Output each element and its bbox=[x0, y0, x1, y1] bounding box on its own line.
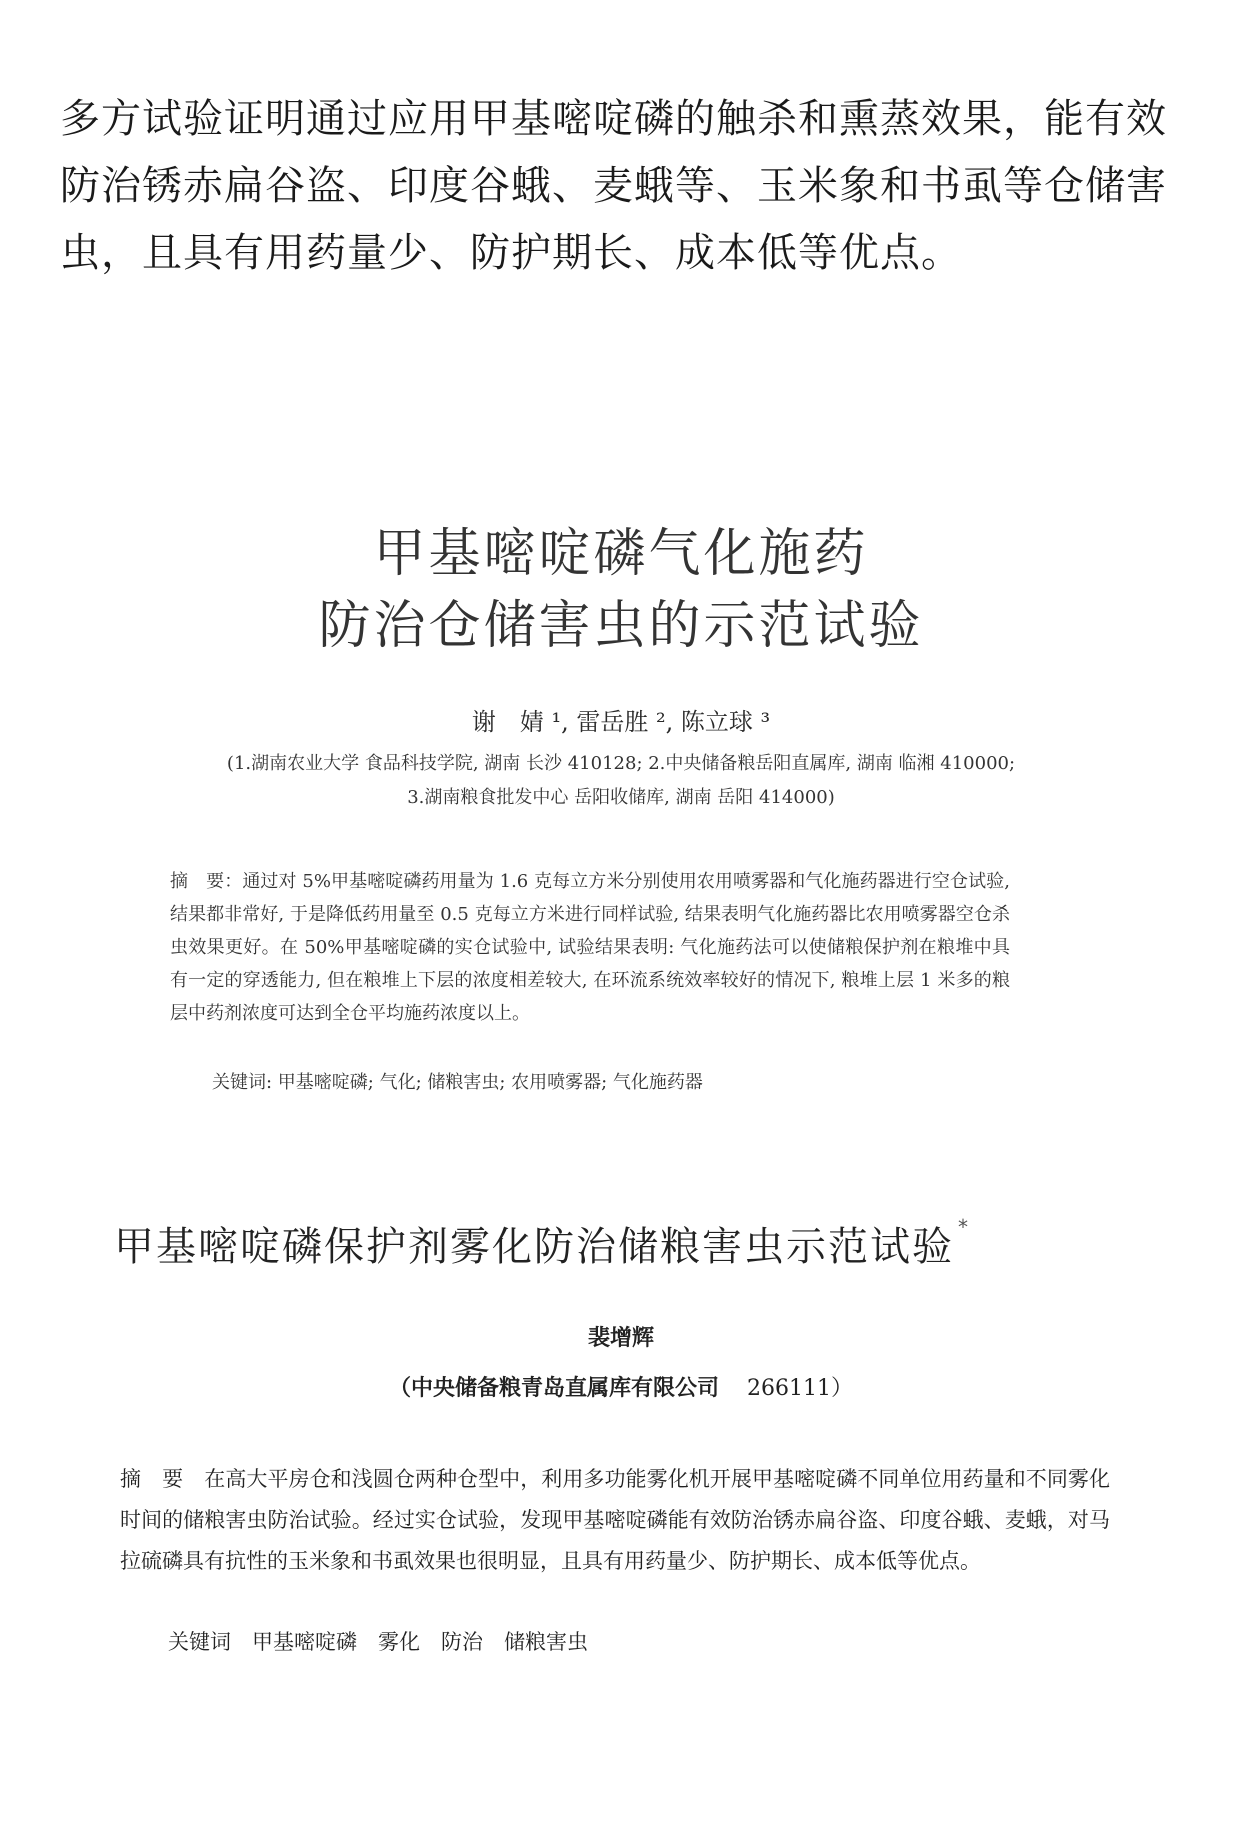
paper-one-affiliation-line-1: (1.湖南农业大学 食品科技学院, 湖南 长沙 410128; 2.中央储备粮岳阳直属库, 湖南 临湘 410000; bbox=[226, 753, 1016, 774]
paper-one-authors: 谢 婧 ¹, 雷岳胜 ², 陈立球 ³ bbox=[471, 708, 771, 736]
footnote-mark: * bbox=[958, 1215, 970, 1239]
paper-one-abstract: 摘 要：通过对 5%甲基嘧啶磷药用量为 1.6 克每立方米分别使用农用喷雾器和气化施药器进行空仓试验, 结果都非常好, 于是降低药用量至 0.5 克每立方米进行同样试验, 结果表明气化施药器比农用喷雾器空仓杀虫效果更好。在 50%甲基嘧啶磷的实仓试验中, 试验结果表明: 气化施药法可以使储粮保护剂在粮堆中具有一定的穿透能力, 但在粮堆上下层的浓度相差较大, 在环流系统效率较好的情况下, 粮堆上层 1 米多的粮层中药剂浓度可达到全仓平均施药浓度以上。 bbox=[170, 871, 1010, 1024]
paper-one-title bbox=[0, 518, 1242, 662]
paper-two-keywords: 关键词 甲基嘧啶磷 雾化 防治 储粮害虫 bbox=[168, 1630, 588, 1654]
paper-two-title bbox=[114, 1215, 970, 1272]
paper-one-affiliations bbox=[0, 747, 1242, 815]
paper-one-keywords: 关键词: 甲基嘧啶磷; 气化; 储粮害虫; 农用喷雾器; 气化施药器 bbox=[212, 1072, 703, 1093]
paper-two-affiliation bbox=[0, 1371, 1242, 1402]
paper-two-affiliation-name: （中央储备粮青岛直属库有限公司 bbox=[389, 1376, 720, 1401]
paper-one-excerpt bbox=[0, 500, 1242, 1093]
paper-two-title-text: 甲基嘧啶磷保护剂雾化防治储粮害虫示范试验 bbox=[114, 1224, 954, 1270]
paper-two-author: 裴增辉 bbox=[587, 1326, 654, 1351]
paper-two-affiliation-zip: 266111） bbox=[747, 1376, 853, 1401]
intro-paragraph: 多方试验证明通过应用甲基嘧啶磷的触杀和熏蒸效果，能有效防治锈赤扁谷盗、印度谷蛾、麦蛾等、玉米象和书虱等仓储害虫，且具有用药量少、防护期长、成本低等优点。 bbox=[60, 96, 1167, 276]
paper-two-abstract: 摘 要 在高大平房仓和浅圆仓两种仓型中，利用多功能雾化机开展甲基嘧啶磷不同单位用药量和不同雾化时间的储粮害虫防治试验。经过实仓试验，发现甲基嘧啶磷能有效防治锈赤扁谷盗、印度谷蛾、麦蛾，对马拉硫磷具有抗性的玉米象和书虱效果也很明显，且具有用药量少、防护期长、成本低等优点。 bbox=[120, 1467, 1110, 1573]
paper-one-affiliation-line-2: 3.湖南粮食批发中心 岳阳收储库, 湖南 岳阳 414000) bbox=[407, 787, 835, 808]
paper-one-title-line-1: 甲基嘧啶磷气化施药 bbox=[373, 524, 869, 584]
paper-one-title-line-2: 防治仓储害虫的示范试验 bbox=[318, 596, 924, 656]
